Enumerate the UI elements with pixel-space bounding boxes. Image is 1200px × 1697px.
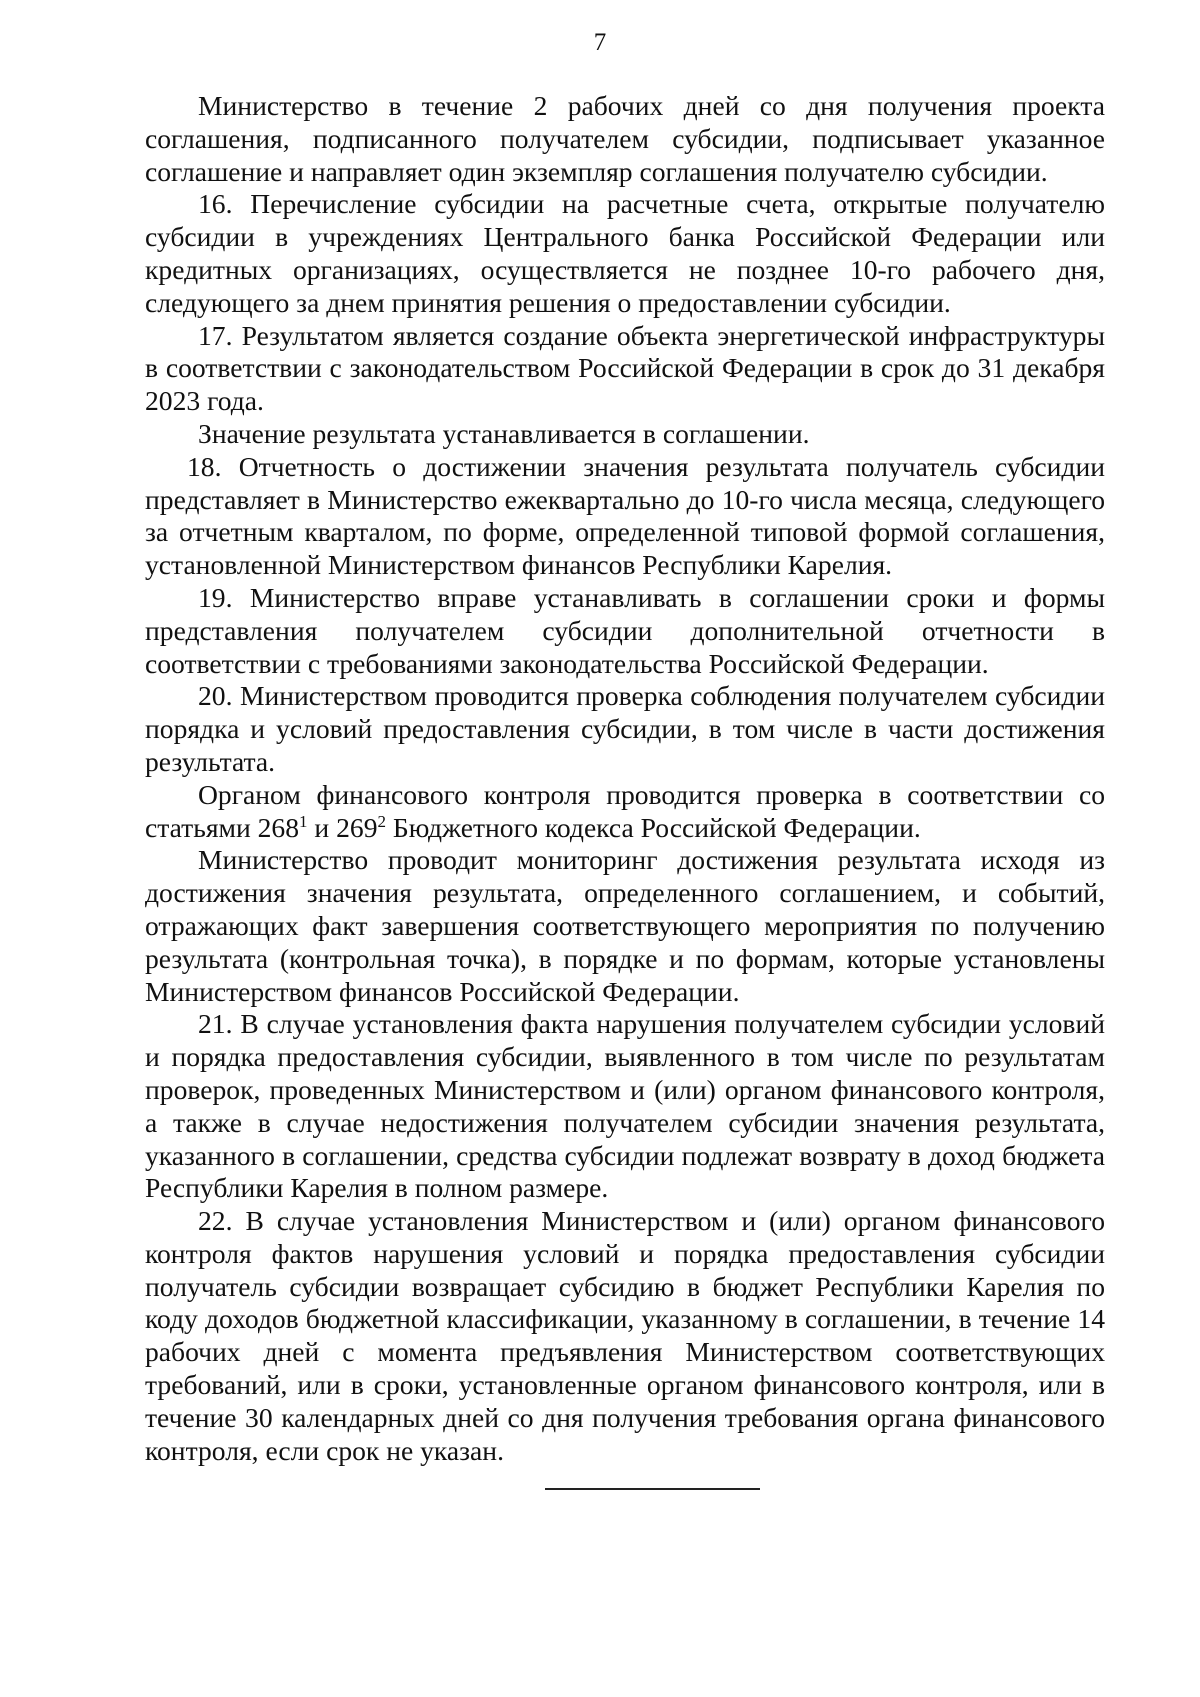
paragraph-22-refund: 22. В случае установления Министерством и (или) органом финансового контроля фактов нарушения условий и порядка предоставления субсидии получатель субсидии возвращает субсидию в бюджет Республики Карелия по коду доходов бюджетной классификации, указанному в соглашении, в течение 14 рабочих дней с момента предъявления Министерством соответствующих требований, или в сроки, установленные органом финансового контроля, или в течение 30 календарных дней со дня получения требования органа финансового контроля, если срок не указан. [145,1205,1105,1466]
paragraph-18-reporting: 18. Отчетность о достижении значения результата получатель субсидии представляет в Министерство ежеквартально до 10-го числа месяца, следующего за отчетным кварталом, по форме, определенной типовой формой соглашения, установленной Министерством финансов Республики Карелия. [145,450,1105,581]
budget-code-text-before: Органом финансового контроля проводится проверка в соответствии со статьями 268 [145,778,1105,843]
paragraph-agreement-signing: Министерство в течение 2 рабочих дней со дня получения проекта соглашения, подписанного получателем субсидии, подписывает указанное соглашение и направляет один экземпляр соглашения получателю субсидии. [145,90,1105,187]
budget-code-text-middle: и 269 [307,811,378,843]
page-number: 7 [593,29,607,56]
paragraph-17-result: 17. Результатом является создание объекта энергетической инфраструктуры в соответствии с законодательством Российской Федерации в срок до 31 декабря 2023 года. [145,319,1105,417]
end-of-document-rule [545,1488,760,1490]
article-269-superscript: 2 [377,812,386,832]
document-body [145,90,1105,1467]
paragraph-financial-control [145,779,1105,845]
paragraph-20-inspection: 20. Министерством проводится проверка соблюдения получателем субсидии порядка и условий предоставления субсидии, в том числе в части достижения результата. [145,680,1105,777]
paragraph-monitoring: Министерство проводит мониторинг достижения результата исходя из достижения значения результата, определенного соглашением, и событий, отражающих факт завершения соответствующего мероприятия по получению результата (контрольная точка), в порядке и по формам, которые установлены Министерством финансов Российской Федерации. [145,844,1105,1007]
paragraph-19-additional-reporting: 19. Министерство вправе устанавливать в соглашении сроки и формы представления получателем субсидии дополнительной отчетности в соответствии с требованиями законодательства Российской Федерации. [145,581,1105,679]
article-268-superscript: 1 [299,812,308,832]
paragraph-21-violation: 21. В случае установления факта нарушения получателем субсидии условий и порядка предоставления субсидии, выявленного в том числе по результатам проверок, проведенных Министерством и (или) органом финансового контроля, а также в случае недостижения получателем субсидии значения результата, указанного в соглашении, средства субсидии подлежат возврату в доход бюджета Республики Карелия в полном размере. [145,1008,1105,1204]
paragraph-16-transfer: 16. Перечисление субсидии на расчетные счета, открытые получателю субсидии в учреждениях Центрального банка Российской Федерации или кредитных организациях, осуществляется не позднее 10-го рабочего дня, следующего за днем принятия решения о предоставлении субсидии. [145,188,1105,318]
budget-code-text-after: Бюджетного кодекса Российской Федерации. [386,811,921,843]
paragraph-result-value: Значение результата устанавливается в соглашении. [198,417,810,449]
